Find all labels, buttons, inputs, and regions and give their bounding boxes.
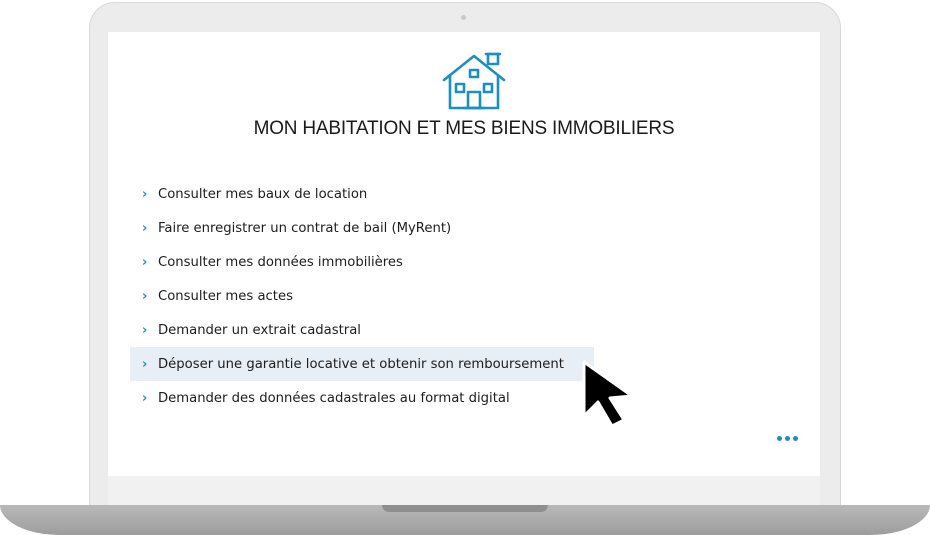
menu-item-label: Déposer une garantie locative et obtenir son remboursement xyxy=(158,356,564,372)
chevron-right-icon: › xyxy=(142,356,148,372)
dot xyxy=(785,436,790,441)
dot xyxy=(793,436,798,441)
chevron-right-icon: › xyxy=(142,288,148,304)
dot xyxy=(777,436,782,441)
chevron-right-icon: › xyxy=(142,322,148,338)
menu-item-extrait-cadastral[interactable] xyxy=(130,313,594,347)
menu-item-myrent[interactable] xyxy=(130,211,594,245)
menu-item-label: Faire enregistrer un contrat de bail (MyRent) xyxy=(158,220,452,236)
menu-item-label: Consulter mes données immobilières xyxy=(158,254,403,270)
menu-list xyxy=(130,177,594,415)
mouse-pointer-icon xyxy=(580,358,650,430)
chevron-right-icon: › xyxy=(142,254,148,270)
screen-chin xyxy=(108,476,820,506)
more-dots-icon[interactable] xyxy=(777,436,798,441)
chevron-right-icon: › xyxy=(142,390,148,406)
menu-item-label: Demander un extrait cadastral xyxy=(158,322,361,338)
page-title: MON HABITATION ET MES BIENS IMMOBILIERS xyxy=(253,118,675,139)
laptop-base-notch xyxy=(382,505,548,512)
menu-item-actes[interactable] xyxy=(130,279,594,313)
chevron-right-icon: › xyxy=(142,220,148,236)
menu-item-garantie-locative[interactable] xyxy=(130,347,594,381)
chevron-right-icon: › xyxy=(142,186,148,202)
menu-item-donnees-immobilieres[interactable] xyxy=(130,245,594,279)
menu-item-label: Demander des données cadastrales au format digital xyxy=(158,390,510,406)
menu-item-baux[interactable] xyxy=(130,177,594,211)
menu-item-label: Consulter mes baux de location xyxy=(158,186,368,202)
camera-dot xyxy=(461,15,466,20)
menu-item-label: Consulter mes actes xyxy=(158,288,293,304)
menu-item-donnees-cadastrales[interactable] xyxy=(130,381,594,415)
house-icon xyxy=(440,50,508,112)
